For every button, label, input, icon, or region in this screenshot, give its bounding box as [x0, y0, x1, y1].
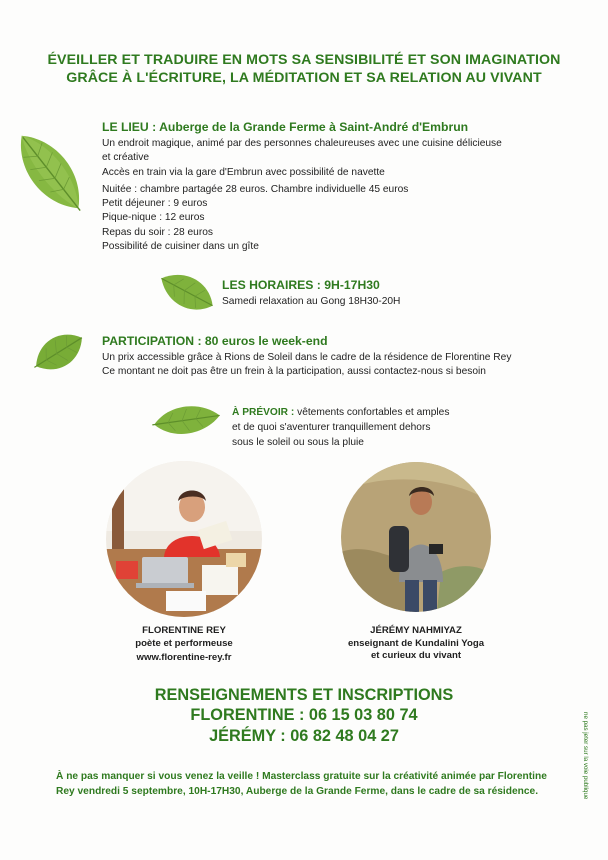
lieu-title: LE LIEU : Auberge de la Grande Ferme à Saint-André d'Embrun [102, 120, 469, 134]
lieu-line: Repas du soir : 28 euros [102, 226, 213, 238]
person-role: enseignant de Kundalini Yoga [347, 637, 485, 649]
lieu-line: Possibilité de cuisiner dans un gîte [102, 241, 259, 253]
photo-jeremy-image [341, 462, 491, 612]
contact-title: RENSEIGNEMENTS ET INSCRIPTIONS [154, 686, 454, 704]
lieu-line: et créative [102, 152, 149, 164]
person-name: FLORENTINE REY [142, 625, 226, 636]
participation-line: Un prix accessible grâce à Rions de Soleil dans le cadre de la résidence de Florentine Rey [102, 352, 512, 363]
note-line-2: Rey vendredi 5 septembre, 10H-17H30, Auberge de la Grande Ferme, dans le cadre de sa résidence. [56, 786, 539, 797]
headline-line-2: GRÂCE À L'ÉCRITURE, LA MÉDITATION ET SA RELATION AU VIVANT [66, 70, 542, 86]
leaf-icon [154, 266, 220, 318]
section-horaires [222, 277, 400, 309]
contact-block [120, 685, 488, 747]
prevoir-line-2: et de quoi s'aventurer tranquillement dehors [232, 422, 431, 433]
photo-florentine-image [106, 461, 262, 617]
lieu-line: Pique-nique : 12 euros [102, 212, 205, 224]
person-website-link[interactable]: www.florentine-rey.fr [136, 652, 232, 663]
prevoir-label: À PRÉVOIR : [232, 407, 295, 418]
prevoir-line-1 [232, 405, 449, 420]
person-extra: et curieux du vivant [370, 650, 462, 661]
section-participation [102, 333, 511, 380]
horaires-title: LES HORAIRES : 9H-17H30 [222, 278, 380, 292]
participation-line: Ce montant ne doit pas être un frein à la participation, aussi contactez-nous si besoin [102, 366, 486, 378]
section-prevoir [232, 405, 449, 450]
leaf-icon [18, 122, 82, 222]
lieu-line: Accès en train via la gare d'Embrun avec possibilité de navette [102, 166, 385, 178]
contact-jeremy: JÉRÉMY : 06 82 48 04 27 [209, 727, 399, 745]
lieu-line: Petit déjeuner : 9 euros [102, 198, 208, 210]
note-line-1: À ne pas manquer si vous venez la veille ! Masterclass gratuite sur la créativité animée par Florentine [56, 771, 547, 782]
leaf-icon [150, 398, 224, 442]
person-name: JÉRÉMY NAHMIYAZ [370, 625, 462, 636]
prevoir-line-3: sous le soleil ou sous la pluie [232, 437, 364, 448]
photo-jeremy [341, 462, 491, 612]
headline [40, 51, 568, 87]
masterclass-note [56, 769, 566, 799]
vertical-note: ne pas jeter sur la voie publique [582, 712, 589, 800]
person-jeremy [336, 625, 496, 663]
person-florentine [104, 625, 264, 665]
lieu-line: Nuitée : chambre partagée 28 euros. Chambre individuelle 45 euros [102, 183, 409, 195]
participation-title: PARTICIPATION : 80 euros le week-end [102, 334, 328, 348]
contact-florentine: FLORENTINE : 06 15 03 80 74 [190, 706, 418, 724]
prevoir-text: vêtements confortables et amples [294, 407, 450, 418]
horaires-line: Samedi relaxation au Gong 18H30-20H [222, 296, 401, 307]
photo-florentine [106, 461, 262, 617]
section-lieu [102, 119, 502, 254]
headline-line-1: ÉVEILLER ET TRADUIRE EN MOTS SA SENSIBILITÉ ET SON IMAGINATION [47, 52, 561, 68]
person-role: poète et performeuse [135, 637, 233, 649]
leaf-icon [28, 324, 90, 380]
lieu-line: Un endroit magique, animé par des personnes chaleureuses avec une cuisine délicieuse [102, 138, 502, 149]
